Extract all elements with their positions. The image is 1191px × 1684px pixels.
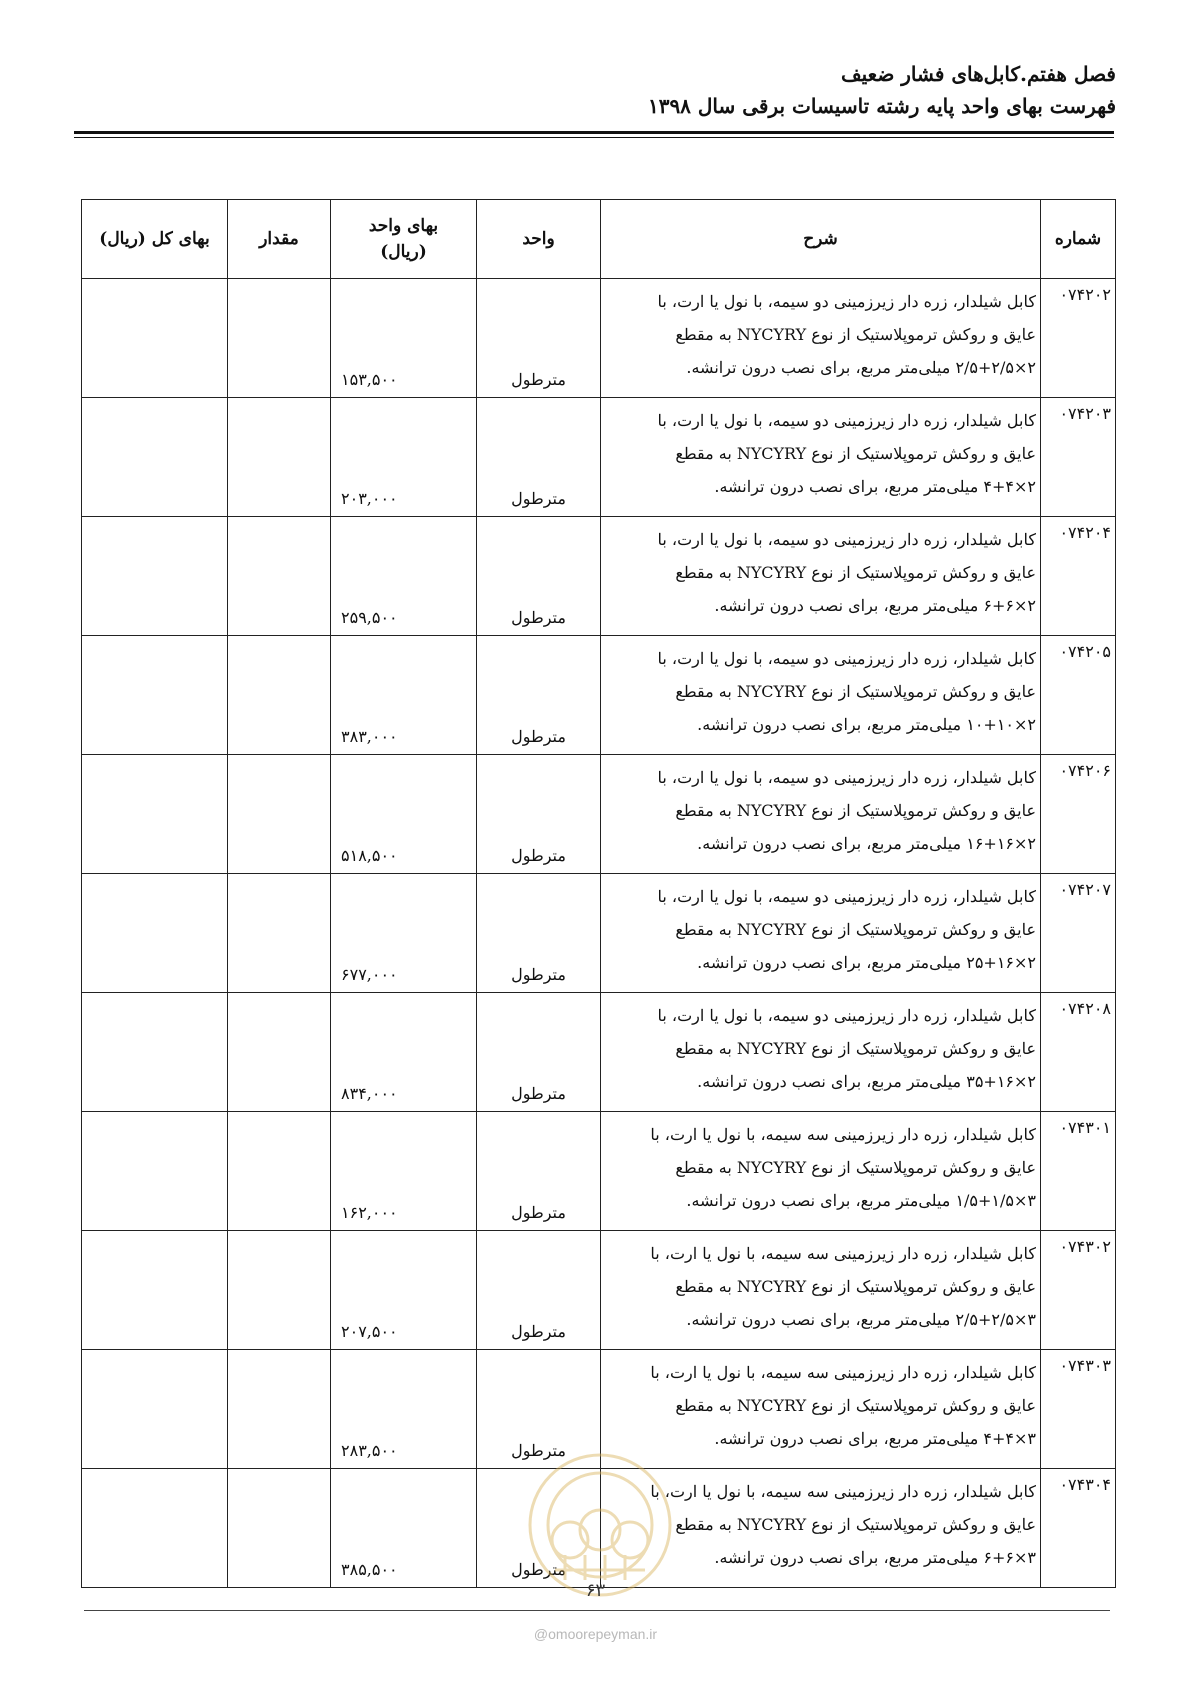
column-header-quantity: مقدار: [228, 200, 331, 279]
item-number: ۰۷۴۲۰۵: [1041, 636, 1116, 755]
item-unit-price: ۳۸۳,۰۰۰: [331, 636, 477, 755]
item-unit-price: ۲۸۳,۵۰۰: [331, 1350, 477, 1469]
column-header-number: شماره: [1041, 200, 1116, 279]
item-description: [601, 1112, 1041, 1231]
item-number: ۰۷۴۲۰۴: [1041, 517, 1116, 636]
page-number: ۶۳: [585, 1580, 606, 1601]
item-description: [601, 993, 1041, 1112]
item-total: [82, 636, 228, 755]
item-total: [82, 398, 228, 517]
item-number: ۰۷۴۳۰۳: [1041, 1350, 1116, 1469]
item-total: [82, 279, 228, 398]
item-total: [82, 874, 228, 993]
description-line: کابل شیلدار، زره دار زیرزمینی سه سیمه، با نول یا ارت، با: [650, 1482, 1036, 1501]
table-row: [82, 517, 1116, 636]
item-description: [601, 874, 1041, 993]
description-line: کابل شیلدار، زره دار زیرزمینی سه سیمه، با نول یا ارت، با: [650, 1363, 1036, 1382]
column-header-total: بهای کل (ریال): [82, 200, 228, 279]
description-line: کابل شیلدار، زره دار زیرزمینی دو سیمه، با نول یا ارت، با: [657, 768, 1036, 787]
item-unit: مترطول: [477, 1350, 601, 1469]
column-header-description: شرح: [601, 200, 1041, 279]
item-description: [601, 636, 1041, 755]
description-line: کابل شیلدار، زره دار زیرزمینی سه سیمه، با نول یا ارت، با: [650, 1125, 1036, 1144]
item-unit-price: ۳۸۵,۵۰۰: [331, 1469, 477, 1588]
description-line: عایق و روکش ترموپلاستیک از نوع NYCYRY به مقطع: [675, 920, 1036, 939]
item-description: [601, 279, 1041, 398]
description-line: ۲×۳۵+۱۶ میلی‌متر مربع، برای نصب درون ترانشه.: [697, 1072, 1036, 1091]
item-total: [82, 1350, 228, 1469]
item-number: ۰۷۴۲۰۳: [1041, 398, 1116, 517]
description-line: ۲×۴+۴ میلی‌متر مربع، برای نصب درون ترانشه.: [714, 477, 1036, 496]
column-header-unit: واحد: [477, 200, 601, 279]
table-row: [82, 755, 1116, 874]
item-number: ۰۷۴۲۰۶: [1041, 755, 1116, 874]
item-total: [82, 517, 228, 636]
item-quantity: [228, 636, 331, 755]
document-subtitle: فهرست بهای واحد پایه رشته تاسیسات برقی سال ۱۳۹۸: [647, 94, 1116, 118]
item-unit-price: ۸۳۴,۰۰۰: [331, 993, 477, 1112]
item-quantity: [228, 398, 331, 517]
item-number: ۰۷۴۲۰۷: [1041, 874, 1116, 993]
item-unit: مترطول: [477, 517, 601, 636]
unit-price-currency: (ریال): [380, 242, 427, 262]
description-line: ۲×۲۵+۱۶ میلی‌متر مربع، برای نصب درون ترانشه.: [697, 953, 1036, 972]
footer-divider: [84, 1610, 1110, 1611]
item-unit: مترطول: [477, 279, 601, 398]
description-line: کابل شیلدار، زره دار زیرزمینی دو سیمه، با نول یا ارت، با: [657, 887, 1036, 906]
item-unit: مترطول: [477, 636, 601, 755]
item-unit-price: ۱۶۲,۰۰۰: [331, 1112, 477, 1231]
page-header: [648, 58, 1116, 122]
description-line: عایق و روکش ترموپلاستیک از نوع NYCYRY به مقطع: [675, 1039, 1036, 1058]
item-number: ۰۷۴۳۰۴: [1041, 1469, 1116, 1588]
description-line: کابل شیلدار، زره دار زیرزمینی دو سیمه، با نول یا ارت، با: [657, 1006, 1036, 1025]
description-line: عایق و روکش ترموپلاستیک از نوع NYCYRY به مقطع: [675, 1158, 1036, 1177]
item-description: [601, 398, 1041, 517]
description-line: ۳×۴+۴ میلی‌متر مربع، برای نصب درون ترانشه.: [714, 1429, 1036, 1448]
description-line: عایق و روکش ترموپلاستیک از نوع NYCYRY به مقطع: [675, 1396, 1036, 1415]
description-line: کابل شیلدار، زره دار زیرزمینی دو سیمه، با نول یا ارت، با: [657, 649, 1036, 668]
table-row: [82, 636, 1116, 755]
table-row: [82, 398, 1116, 517]
table-row: [82, 993, 1116, 1112]
item-unit-price: ۲۰۳,۰۰۰: [331, 398, 477, 517]
header-divider-thin: [74, 137, 1114, 138]
description-line: عایق و روکش ترموپلاستیک از نوع NYCYRY به مقطع: [675, 682, 1036, 701]
site-link[interactable]: @omoorepeyman.ir: [533, 1626, 658, 1642]
chapter-title: فصل هفتم.کابل‌های فشار ضعیف: [840, 62, 1116, 86]
item-unit: مترطول: [477, 993, 601, 1112]
item-unit: مترطول: [477, 1231, 601, 1350]
item-quantity: [228, 755, 331, 874]
column-header-unit-price: [331, 200, 477, 279]
item-description: [601, 755, 1041, 874]
description-line: عایق و روکش ترموپلاستیک از نوع NYCYRY به مقطع: [675, 1515, 1036, 1534]
item-total: [82, 1231, 228, 1350]
table-row: [82, 1112, 1116, 1231]
item-number: ۰۷۴۲۰۲: [1041, 279, 1116, 398]
item-quantity: [228, 279, 331, 398]
item-unit-price: ۲۰۷,۵۰۰: [331, 1231, 477, 1350]
item-unit-price: ۶۷۷,۰۰۰: [331, 874, 477, 993]
description-line: ۳×۲/۵+۲/۵ میلی‌متر مربع، برای نصب درون ترانشه.: [686, 1310, 1036, 1329]
item-unit-price: ۲۵۹,۵۰۰: [331, 517, 477, 636]
item-quantity: [228, 993, 331, 1112]
description-line: ۳×۱/۵+۱/۵ میلی‌متر مربع، برای نصب درون ترانشه.: [686, 1191, 1036, 1210]
item-quantity: [228, 1469, 331, 1588]
description-line: عایق و روکش ترموپلاستیک از نوع NYCYRY به مقطع: [675, 563, 1036, 582]
item-quantity: [228, 1112, 331, 1231]
header-divider-thick: [74, 131, 1114, 134]
description-line: عایق و روکش ترموپلاستیک از نوع NYCYRY به مقطع: [675, 325, 1036, 344]
item-unit: مترطول: [477, 755, 601, 874]
item-quantity: [228, 874, 331, 993]
item-number: ۰۷۴۳۰۱: [1041, 1112, 1116, 1231]
description-line: ۳×۶+۶ میلی‌متر مربع، برای نصب درون ترانشه.: [714, 1548, 1036, 1567]
item-unit-price: ۵۱۸,۵۰۰: [331, 755, 477, 874]
unit-price-label: بهای واحد: [368, 216, 439, 236]
item-total: [82, 755, 228, 874]
description-line: کابل شیلدار، زره دار زیرزمینی دو سیمه، با نول یا ارت، با: [657, 292, 1036, 311]
table-row: [82, 874, 1116, 993]
item-total: [82, 993, 228, 1112]
description-line: عایق و روکش ترموپلاستیک از نوع NYCYRY به مقطع: [675, 1277, 1036, 1296]
description-line: ۲×۲/۵+۲/۵ میلی‌متر مربع، برای نصب درون ترانشه.: [686, 358, 1036, 377]
item-total: [82, 1112, 228, 1231]
item-unit: مترطول: [477, 1112, 601, 1231]
description-line: کابل شیلدار، زره دار زیرزمینی دو سیمه، با نول یا ارت، با: [657, 530, 1036, 549]
item-total: [82, 1469, 228, 1588]
description-line: ۲×۶+۶ میلی‌متر مربع، برای نصب درون ترانشه.: [714, 596, 1036, 615]
item-unit-price: ۱۵۳,۵۰۰: [331, 279, 477, 398]
item-number: ۰۷۴۲۰۸: [1041, 993, 1116, 1112]
description-line: عایق و روکش ترموپلاستیک از نوع NYCYRY به مقطع: [675, 444, 1036, 463]
item-unit: مترطول: [477, 398, 601, 517]
table-row: [82, 279, 1116, 398]
item-unit: مترطول: [477, 1469, 601, 1588]
table-header-row: [82, 200, 1116, 279]
table-row: [82, 1231, 1116, 1350]
description-line: ۲×۱۰+۱۰ میلی‌متر مربع، برای نصب درون ترانشه.: [697, 715, 1036, 734]
description-line: کابل شیلدار، زره دار زیرزمینی سه سیمه، با نول یا ارت، با: [650, 1244, 1036, 1263]
description-line: ۲×۱۶+۱۶ میلی‌متر مربع، برای نصب درون ترانشه.: [697, 834, 1036, 853]
price-table: [81, 199, 1116, 1588]
item-description: [601, 517, 1041, 636]
description-line: عایق و روکش ترموپلاستیک از نوع NYCYRY به مقطع: [675, 801, 1036, 820]
item-quantity: [228, 1231, 331, 1350]
item-quantity: [228, 517, 331, 636]
item-number: ۰۷۴۳۰۲: [1041, 1231, 1116, 1350]
item-quantity: [228, 1350, 331, 1469]
description-line: کابل شیلدار، زره دار زیرزمینی دو سیمه، با نول یا ارت، با: [657, 411, 1036, 430]
item-unit: مترطول: [477, 874, 601, 993]
item-description: [601, 1231, 1041, 1350]
